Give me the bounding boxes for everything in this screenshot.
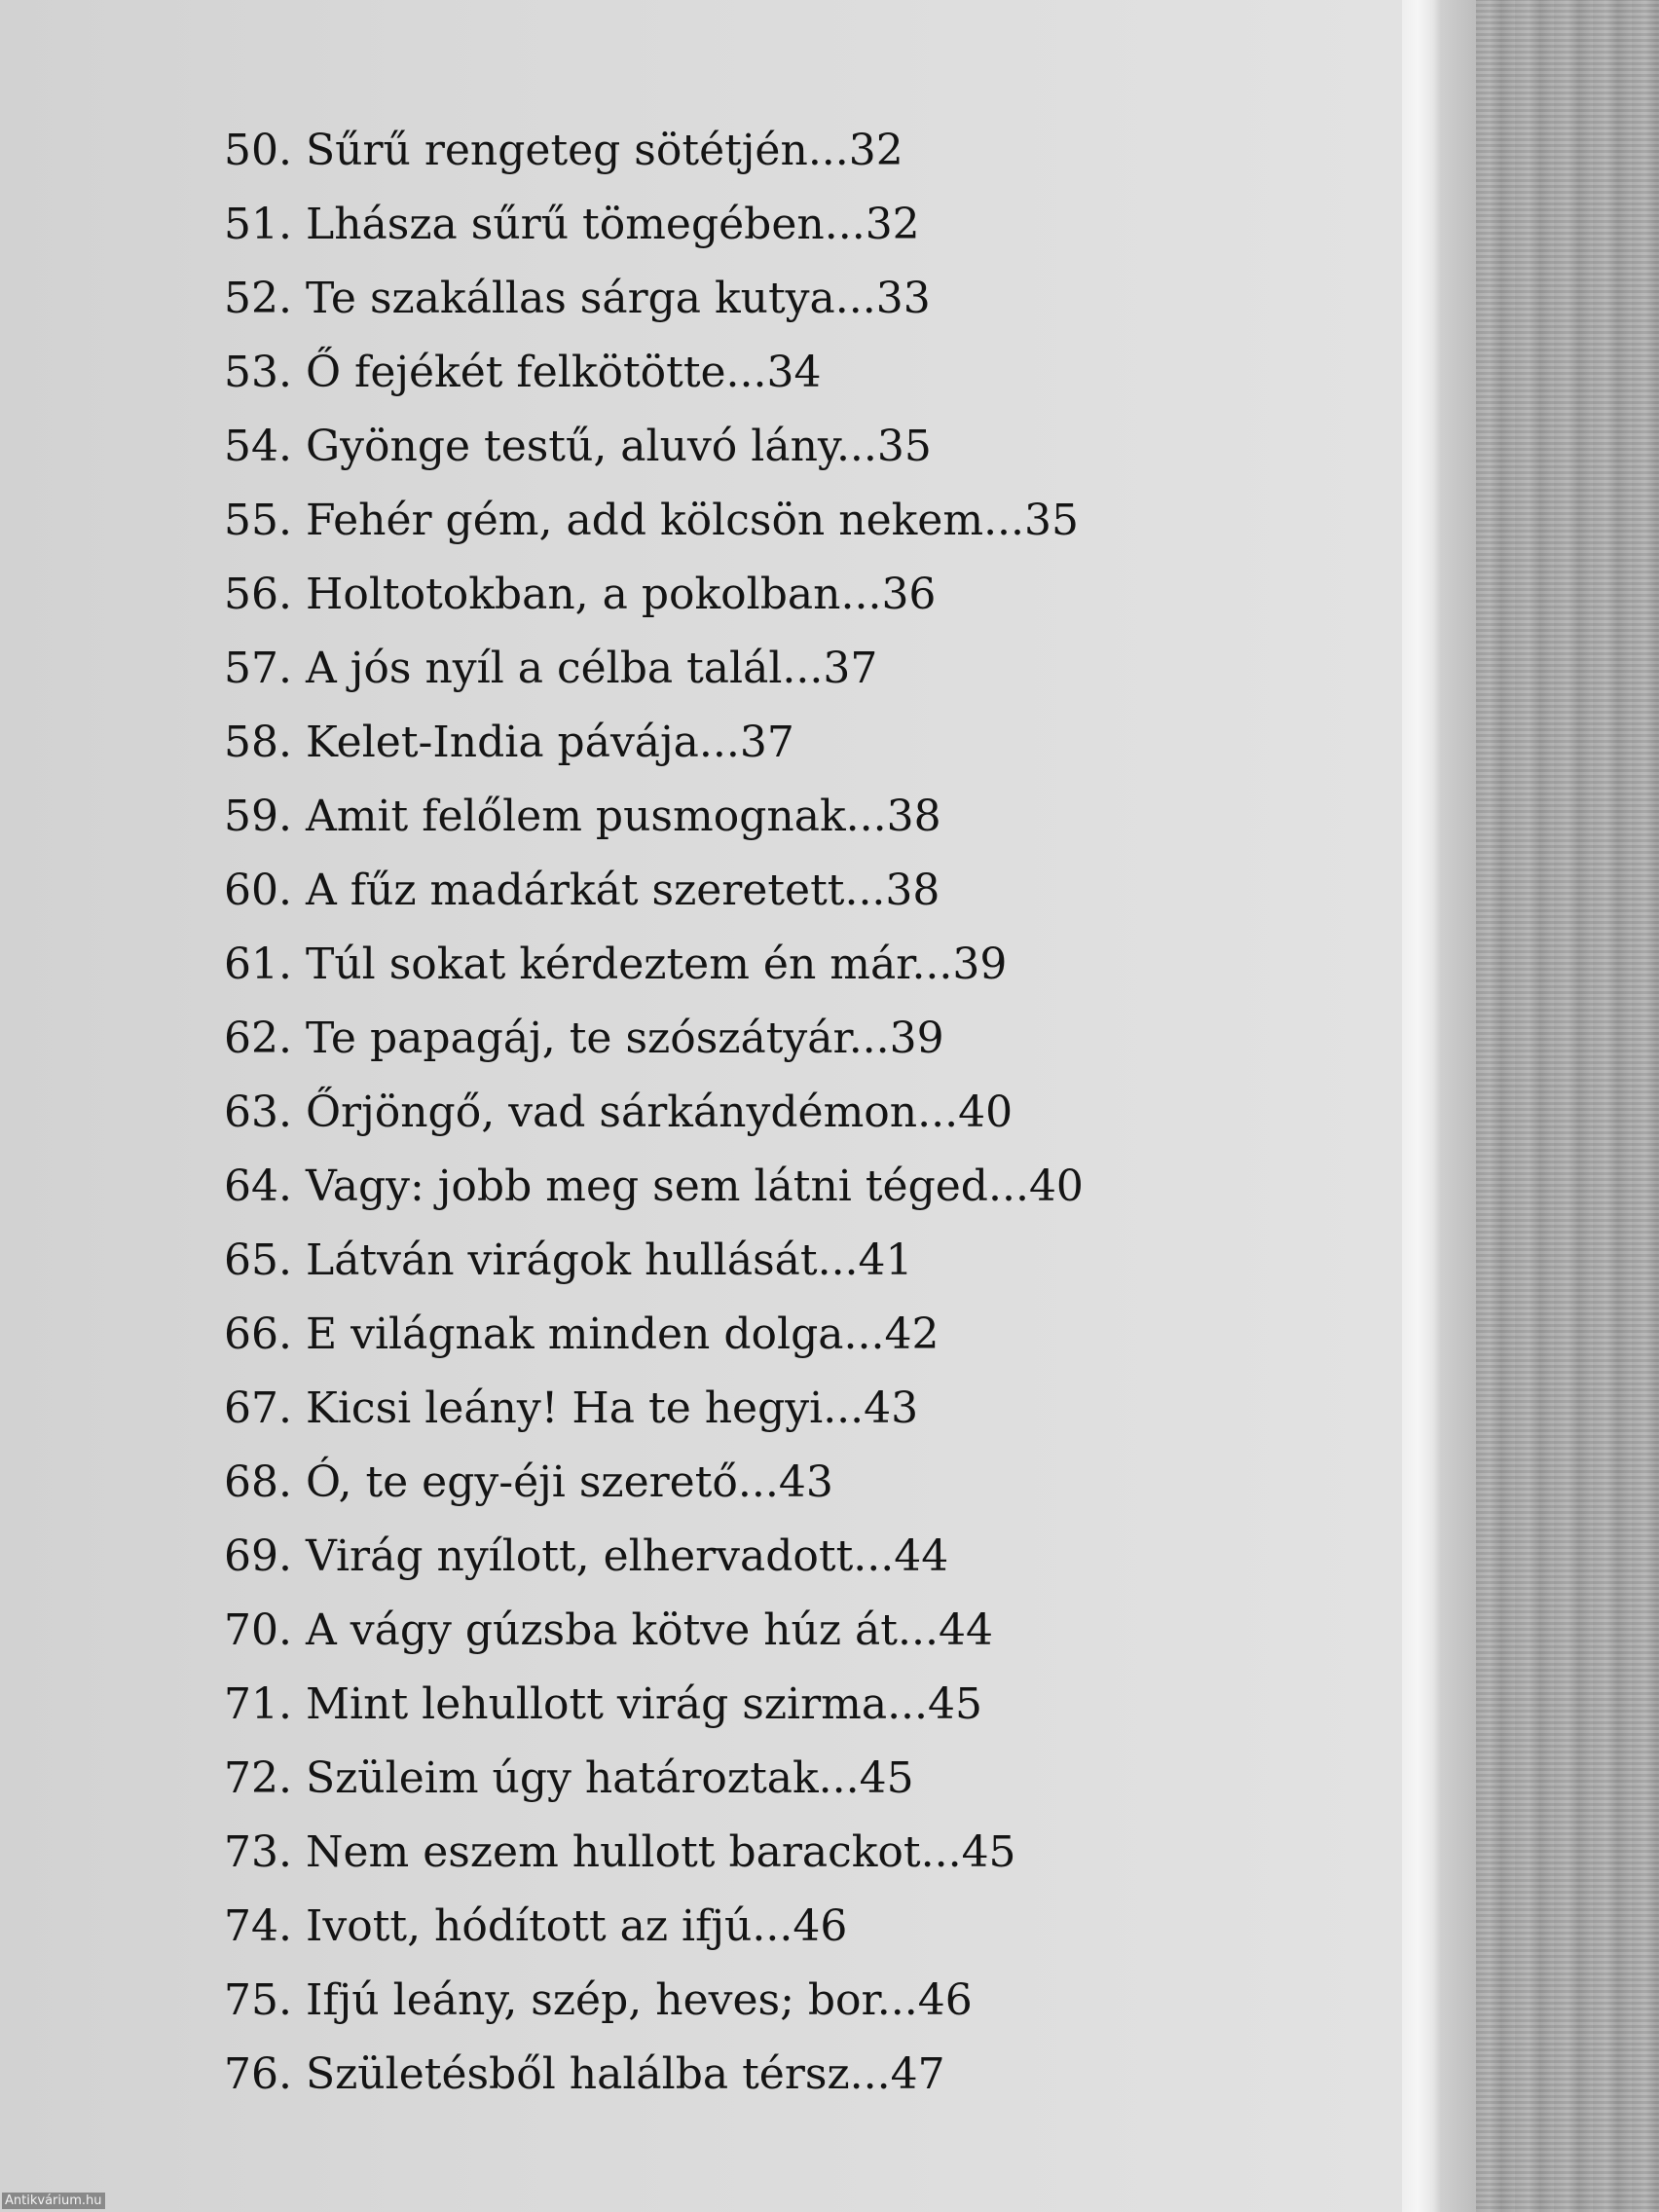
toc-entry-leader: ...	[823, 1383, 865, 1433]
toc-entry	[224, 558, 1295, 632]
toc-entry-leader: ...	[817, 1235, 859, 1285]
toc-entry-page-number: 44	[894, 1531, 949, 1581]
toc-entry-leader: ...	[987, 1161, 1029, 1211]
toc-entry-leader: ...	[849, 2049, 891, 2099]
toc-entry	[224, 336, 1295, 410]
toc-entry-page-number: 39	[952, 940, 1008, 989]
toc-entry-leader: ...	[897, 1605, 939, 1655]
toc-entry-number: 69.	[224, 1531, 292, 1581]
toc-entry-page-number: 46	[917, 1975, 973, 2025]
toc-entry-number: 65.	[224, 1235, 292, 1285]
toc-entry-leader: ...	[840, 570, 882, 619]
toc-entry-title: A vágy gúzsba kötve húz át	[305, 1605, 898, 1655]
toc-entry-title: Lhásza sűrű tömegében	[305, 200, 825, 249]
toc-entry-page-number: 33	[875, 274, 931, 323]
toc-entry-number: 55.	[224, 496, 292, 545]
toc-entry-title: Virág nyílott, elhervadott	[305, 1531, 854, 1581]
toc-entry-page-number: 39	[889, 1014, 944, 1063]
toc-entry-page-number: 38	[885, 866, 940, 915]
toc-entry-page-number: 37	[739, 718, 794, 767]
toc-entry-title: Nem eszem hullott barackot	[305, 1827, 921, 1877]
toc-entry	[224, 2038, 1295, 2112]
toc-entry-number: 62.	[224, 1014, 292, 1063]
toc-entry-title: Amit felőlem pusmognak	[305, 792, 846, 841]
toc-entry-page-number: 40	[1028, 1161, 1084, 1211]
toc-entry-number: 70.	[224, 1605, 292, 1655]
toc-entry	[224, 1446, 1295, 1520]
toc-entry-leader: ...	[737, 1457, 779, 1507]
toc-entry-title: Holtotokban, a pokolban	[305, 570, 841, 619]
toc-entry-title: Ifjú leány, szép, heves; bor	[305, 1975, 877, 2025]
toc-entry-number: 61.	[224, 940, 292, 989]
toc-entry-page-number: 45	[859, 1753, 914, 1803]
toc-entry-number: 50.	[224, 126, 292, 175]
toc-entry	[224, 1594, 1295, 1668]
toc-entry-leader: ...	[845, 792, 887, 841]
toc-entry-page-number: 34	[766, 348, 822, 397]
toc-entry	[224, 1076, 1295, 1150]
toc-entry-page-number: 43	[778, 1457, 833, 1507]
toc-entry-title: Látván virágok hullását	[305, 1235, 818, 1285]
toc-entry-number: 57.	[224, 644, 292, 693]
toc-entry-title: Túl sokat kérdeztem én már	[305, 940, 912, 989]
toc-entry-leader: ...	[920, 1827, 962, 1877]
toc-entry-leader: ...	[917, 1088, 959, 1137]
toc-entry-page-number: 35	[876, 422, 932, 471]
toc-entry-leader: ...	[725, 348, 767, 397]
toc-entry-page-number: 38	[886, 792, 941, 841]
toc-entry-title: Őrjöngő, vad sárkánydémon	[305, 1088, 918, 1137]
toc-entry-number: 71.	[224, 1679, 292, 1729]
toc-entry	[224, 1742, 1295, 1816]
toc-entry-number: 75.	[224, 1975, 292, 2025]
toc-entry	[224, 1816, 1295, 1890]
toc-entry-number: 73.	[224, 1827, 292, 1877]
toc-entry-title: Ő fejékét felkötötte	[305, 348, 726, 397]
watermark: Antikvárium.hu	[2, 2193, 105, 2209]
toc-entry-number: 51.	[224, 200, 292, 249]
toc-entry-leader: ...	[782, 644, 824, 693]
toc-entry	[224, 1224, 1295, 1298]
toc-entry-title: Fehér gém, add kölcsön nekem	[305, 496, 984, 545]
toc-entry-page-number: 42	[884, 1309, 940, 1359]
toc-entry-title: Kelet-India pávája	[305, 718, 699, 767]
toc-entry-title: Ivott, hódított az ifjú	[305, 1901, 753, 1951]
toc-entry-leader: ...	[807, 126, 849, 175]
toc-entry	[224, 1002, 1295, 1076]
toc-entry-leader: ...	[824, 200, 866, 249]
wood-background	[1476, 0, 1659, 2212]
toc-entry-title: Te szakállas sárga kutya	[305, 274, 835, 323]
toc-entry-page-number: 47	[890, 2049, 945, 2099]
toc-entry-title: Gyönge testű, aluvó lány	[305, 422, 836, 471]
toc-entry-page-number: 45	[928, 1679, 983, 1729]
toc-entry-number: 76.	[224, 2049, 292, 2099]
toc-entry-title: Mint lehullott virág szirma	[305, 1679, 888, 1729]
toc-entry-title: Születésből halálba térsz	[305, 2049, 850, 2099]
toc-entry-title: Sűrű rengeteg sötétjén	[305, 126, 808, 175]
toc-entry-number: 58.	[224, 718, 292, 767]
toc-entry-title: Ó, te egy-éji szerető	[305, 1457, 738, 1507]
toc-entry-number: 68.	[224, 1457, 292, 1507]
toc-entry-title: Vagy: jobb meg sem látni téged	[305, 1161, 988, 1211]
toc-entry-page-number: 37	[823, 644, 878, 693]
toc-entry-page-number: 32	[865, 200, 920, 249]
toc-entry	[224, 1372, 1295, 1446]
toc-entry-number: 74.	[224, 1901, 292, 1951]
toc-entry	[224, 188, 1295, 262]
book-gutter	[1441, 0, 1476, 2212]
toc-entry	[224, 780, 1295, 854]
toc-entry-page-number: 36	[881, 570, 937, 619]
toc-entry-number: 64.	[224, 1161, 292, 1211]
toc-entry-page-number: 35	[1024, 496, 1080, 545]
toc-entry-leader: ...	[876, 1975, 918, 2025]
toc-entry-leader: ...	[911, 940, 953, 989]
toc-entry	[224, 1964, 1295, 2038]
toc-entry-number: 52.	[224, 274, 292, 323]
toc-entry	[224, 484, 1295, 558]
toc-entry-title: Kicsi leány! Ha te hegyi	[305, 1383, 824, 1433]
toc-entry-page-number: 46	[793, 1901, 848, 1951]
toc-entry-number: 53.	[224, 348, 292, 397]
toc-entry-number: 56.	[224, 570, 292, 619]
toc-entry-leader: ...	[983, 496, 1025, 545]
toc-entry	[224, 1298, 1295, 1372]
toc-entry-number: 72.	[224, 1753, 292, 1803]
toc-entry-page-number: 43	[864, 1383, 919, 1433]
toc-entry-number: 63.	[224, 1088, 292, 1137]
toc-entry-leader: ...	[752, 1901, 793, 1951]
toc-entry	[224, 632, 1295, 706]
toc-entry-page-number: 40	[958, 1088, 1014, 1137]
toc-entry	[224, 262, 1295, 336]
toc-entry-number: 67.	[224, 1383, 292, 1433]
toc-entry-leader: ...	[834, 274, 876, 323]
toc-entry	[224, 1890, 1295, 1964]
toc-entry	[224, 114, 1295, 188]
toc-entry-title: A jós nyíl a célba talál	[305, 644, 783, 693]
toc-entry-number: 59.	[224, 792, 292, 841]
toc-entry-number: 60.	[224, 866, 292, 915]
toc-entry	[224, 1520, 1295, 1594]
page-edge	[1402, 0, 1441, 2212]
toc-entry-leader: ...	[848, 1014, 890, 1063]
toc-entry	[224, 410, 1295, 484]
toc-entry-page-number: 32	[848, 126, 903, 175]
toc-entry-leader: ...	[835, 422, 877, 471]
toc-entry-leader: ...	[698, 718, 740, 767]
toc-entry	[224, 928, 1295, 1002]
table-of-contents	[224, 114, 1295, 2112]
toc-entry-leader: ...	[818, 1753, 860, 1803]
toc-entry-page-number: 41	[858, 1235, 913, 1285]
toc-entry-leader: ...	[853, 1531, 895, 1581]
toc-entry-leader: ...	[844, 866, 886, 915]
toc-entry-leader: ...	[843, 1309, 885, 1359]
toc-entry	[224, 854, 1295, 928]
toc-entry-leader: ...	[887, 1679, 929, 1729]
toc-entry	[224, 1150, 1295, 1224]
toc-entry	[224, 706, 1295, 780]
toc-entry-title: A fűz madárkát szeretett	[305, 866, 845, 915]
toc-entry-number: 54.	[224, 422, 292, 471]
toc-entry-number: 66.	[224, 1309, 292, 1359]
toc-entry-title: Szüleim úgy határoztak	[305, 1753, 819, 1803]
toc-entry-title: Te papagáj, te szószátyár	[305, 1014, 849, 1063]
toc-entry	[224, 1668, 1295, 1742]
toc-entry-page-number: 45	[961, 1827, 1016, 1877]
toc-entry-page-number: 44	[938, 1605, 993, 1655]
toc-entry-title: E világnak minden dolga	[305, 1309, 844, 1359]
